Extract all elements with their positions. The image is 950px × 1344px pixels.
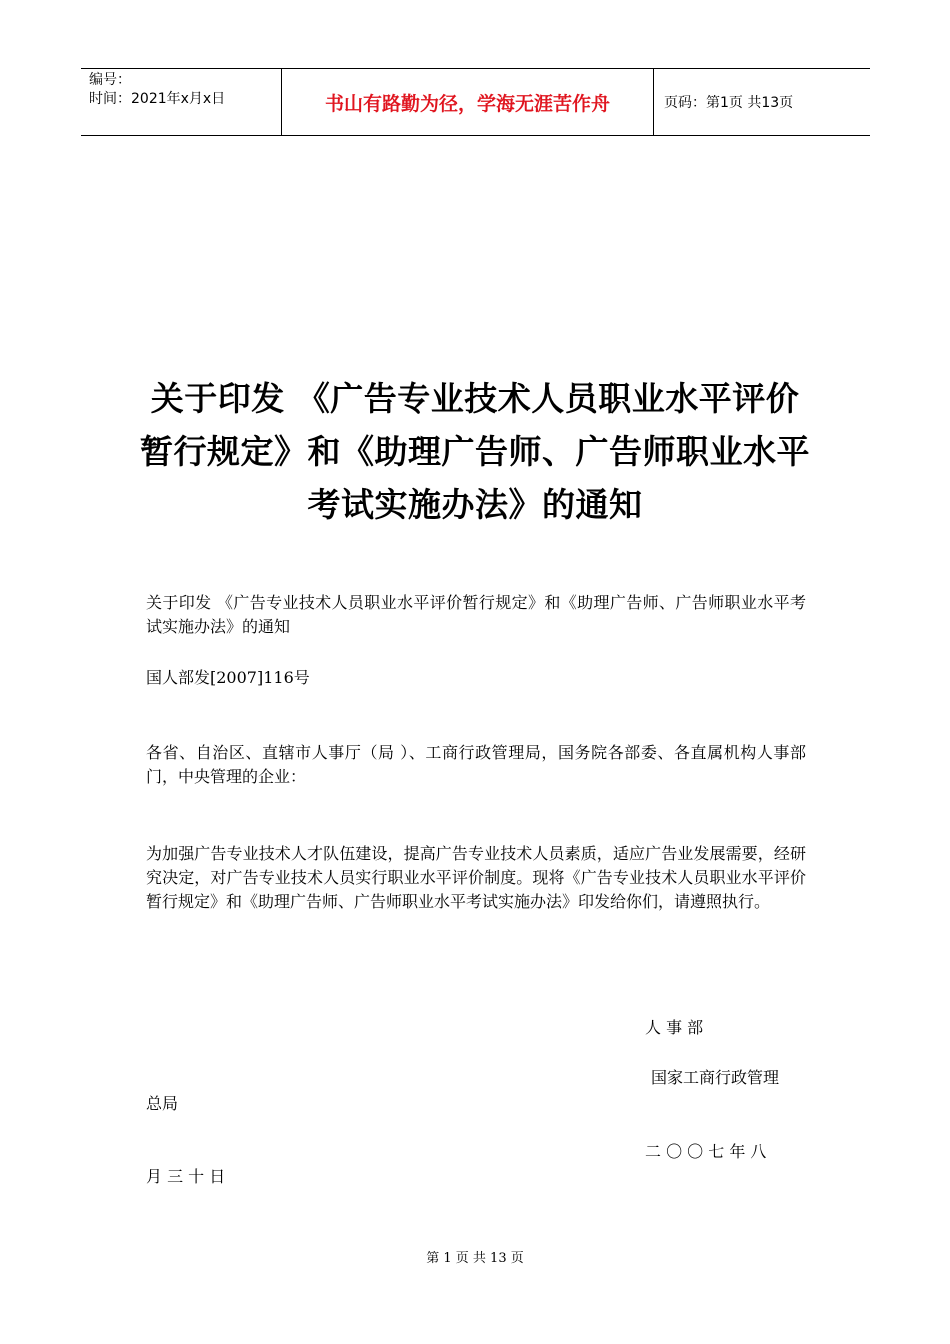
content-paragraph: 为加强广告专业技术人才队伍建设，提高广告专业技术人员素质，适应广告业发展需要，经研究决定，对广告专业技术人员实行职业水平评价制度。现将《广告专业技术人员职业水平评价暂行规定》和《助理广告师、广告师职业水平考试实施办法》印发给你们，请遵照执行。 <box>146 844 806 911</box>
signature-org2-part2: 总局 <box>146 1094 179 1113</box>
signature-date-part1: 二 〇 〇 七 年 八 <box>645 1142 767 1161</box>
header-table <box>81 68 870 136</box>
header-meta <box>81 69 281 135</box>
header-motto: 书山有路勤为径，学海无涯苦作舟 <box>281 69 654 135</box>
document-title: 关于印发 《广告专业技术人员职业水平评价暂行规定》和《助理广告师、广告师职业水平考试实施办法》的通知 <box>140 379 810 524</box>
signature-org2-part1: 国家工商行政管理 <box>651 1068 780 1087</box>
page-footer: 第 1 页 共 13 页 <box>426 1251 524 1266</box>
recipients-paragraph: 各省、自治区、直辖市人事厅（局 ）、工商行政管理局，国务院各部委、各直属机构人事部门，中央管理的企业： <box>146 743 806 786</box>
time-label: 时间：2021年x月x日 <box>89 91 226 107</box>
subtitle-paragraph: 关于印发 《广告专业技术人员职业水平评价暂行规定》和《助理广告师、广告师职业水平考试实施办法》的通知 <box>146 593 806 636</box>
document-number: 国人部发[2007]116号 <box>146 668 310 687</box>
signature-date-part2: 月 三 十 日 <box>146 1167 226 1186</box>
signature-org1: 人 事 部 <box>645 1018 704 1037</box>
header-page-info: 页码：第1页 共13页 <box>664 95 794 111</box>
number-label: 编号： <box>89 72 131 88</box>
